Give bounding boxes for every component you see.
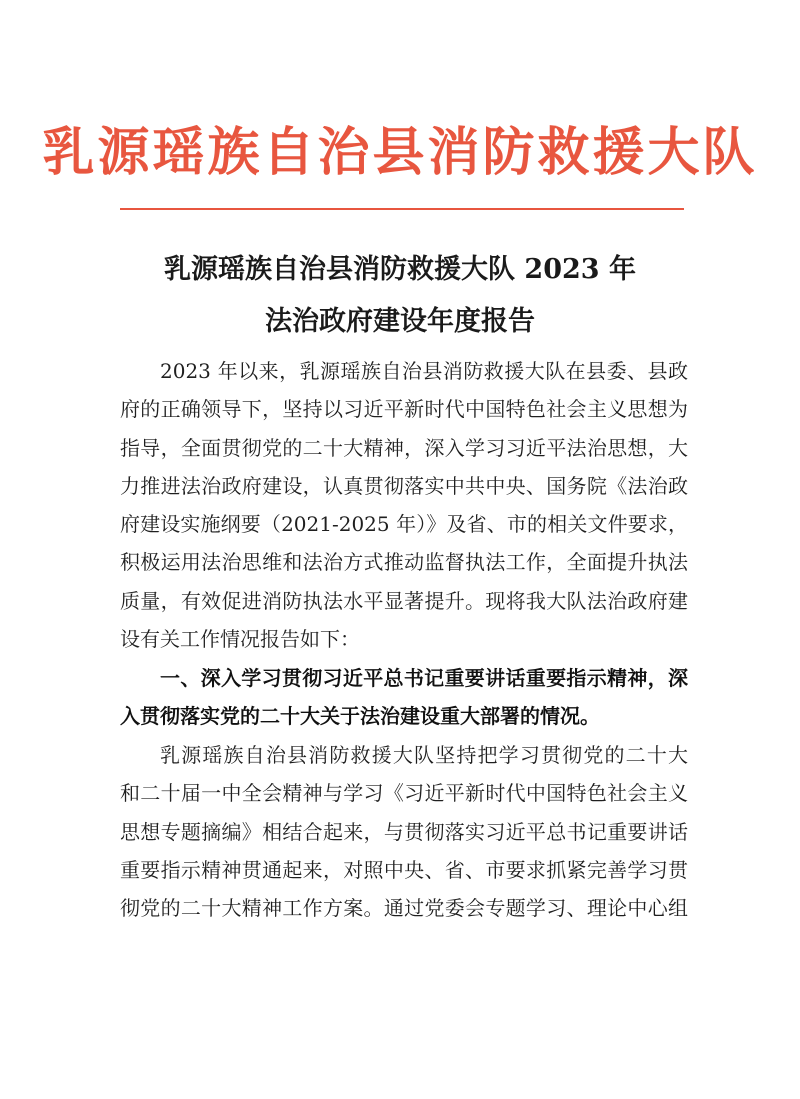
paragraph-line: 和二十届一中全会精神与学习《习近平新时代中国特色社会主义 <box>120 781 688 806</box>
letterhead-org-name: 乳源瑶族自治县消防救援大队 <box>42 122 758 183</box>
heading-line: 一、深入学习贯彻习近平总书记重要讲话重要指示精神，深 <box>160 666 688 690</box>
paragraph-line: 积极运用法治思维和法治方式推动监督执法工作，全面提升执法 <box>120 550 688 575</box>
paragraph-line: 设有关工作情况报告如下： <box>120 627 360 652</box>
paragraph-line: 指导，全面贯彻党的二十大精神，深入学习习近平法治思想，大 <box>120 435 688 460</box>
intro-paragraph <box>120 352 688 658</box>
paragraph-line: 质量，有效促进消防执法水平显著提升。现将我大队法治政府建 <box>120 588 688 613</box>
paragraph-line: 力推进法治政府建设，认真贯彻落实中共中央、国务院《法治政 <box>120 473 688 498</box>
report-title-line-1: 乳源瑶族自治县消防救援大队 2023 年 <box>164 254 636 285</box>
section-1-paragraph <box>120 736 688 927</box>
paragraph-line: 2023 年以来，乳源瑶族自治县消防救援大队在县委、县政 <box>160 359 688 383</box>
letterhead-red-rule <box>120 208 684 210</box>
paragraph-line: 彻党的二十大精神工作方案。通过党委会专题学习、理论中心组 <box>120 896 688 921</box>
paragraph-line: 乳源瑶族自治县消防救援大队坚持把学习贯彻党的二十大 <box>160 743 688 767</box>
paragraph-line: 府建设实施纲要（2021-2025 年）》及省、市的相关文件要求， <box>120 512 688 537</box>
report-title-line-2: 法治政府建设年度报告 <box>265 306 535 337</box>
paragraph-line: 府的正确领导下，坚持以习近平新时代中国特色社会主义思想为 <box>120 397 688 422</box>
section-1-heading <box>120 659 688 736</box>
paragraph-line: 思想专题摘编》相结合起来，与贯彻落实习近平总书记重要讲话 <box>120 819 688 844</box>
heading-line: 入贯彻落实党的二十大关于法治建设重大部署的情况。 <box>120 704 600 729</box>
paragraph-line: 重要指示精神贯通起来，对照中央、省、市要求抓紧完善学习贯 <box>120 857 688 882</box>
